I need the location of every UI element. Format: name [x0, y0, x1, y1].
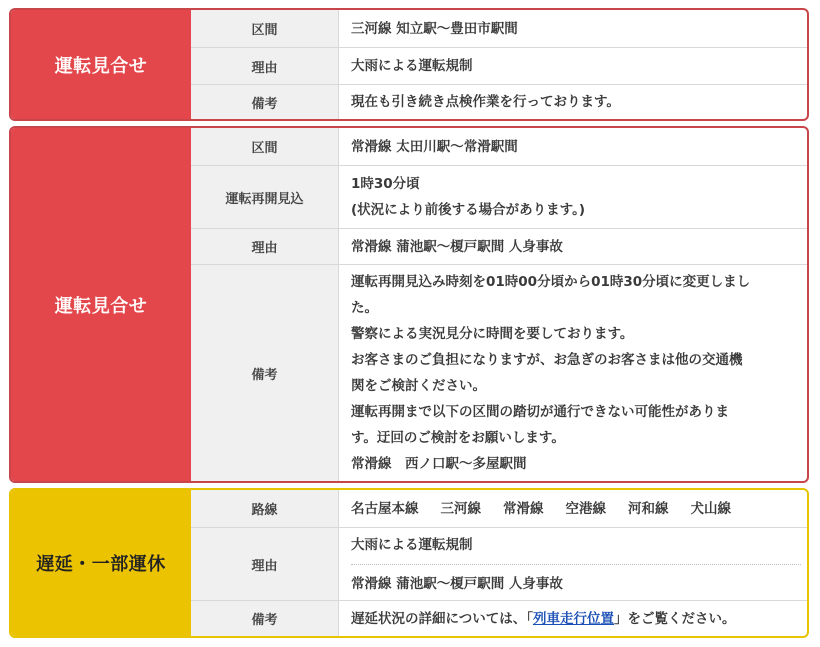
row-section: [191, 128, 807, 165]
value-text: 大雨による運転規制: [351, 58, 473, 74]
value-text: 関をご検討ください。: [351, 378, 486, 394]
notice-rows: [191, 10, 807, 119]
row-label: 路線: [191, 490, 339, 527]
row-value: [339, 490, 809, 527]
row-section: [191, 10, 807, 47]
value-text: お客さまのご負担になりますが、お急ぎのお客さまは他の交通機: [351, 352, 743, 368]
row-label: 理由: [191, 528, 339, 600]
value-text: 運転再開見込み時刻を01時00分頃から01時30分頃に変更しまし: [351, 274, 751, 290]
value-text: 常滑線 太田川駅～常滑駅間: [351, 138, 518, 155]
row-label: 区間: [191, 128, 339, 165]
row-reason: [191, 47, 807, 84]
value-text: 警察による実況見分に時間を要しております。: [351, 326, 634, 342]
row-value: [339, 528, 809, 600]
row-label: 運転再開見込: [191, 166, 339, 228]
row-value: [339, 85, 807, 119]
row-reason: [191, 228, 807, 264]
notice-rows: [191, 490, 809, 636]
row-label: 備考: [191, 601, 339, 636]
row-value: [339, 229, 807, 264]
row-remarks: [191, 600, 809, 636]
value-text: 現在も引き続き点検作業を行っております。: [351, 94, 620, 110]
row-value: [339, 166, 807, 228]
row-value: [339, 601, 809, 636]
route-name: 名古屋本線: [351, 500, 419, 517]
row-value: [339, 10, 807, 47]
value-text: 三河線 知立駅～豊田市駅間: [351, 20, 518, 37]
reason-divider: [351, 564, 801, 565]
row-label: 区間: [191, 10, 339, 47]
remark-prefix: 遅延状況の詳細については、「: [351, 610, 533, 627]
value-text: 常滑線 蒲池駅～榎戸駅間 人身事故: [351, 238, 563, 255]
value-text: 大雨による運転規制: [351, 536, 473, 553]
row-reason: [191, 527, 809, 600]
row-label: 備考: [191, 265, 339, 481]
row-value: [339, 265, 807, 481]
value-text: た。: [351, 300, 378, 316]
value-text: 1時30分頃: [351, 176, 420, 192]
value-text: 常滑線 蒲池駅～榎戸駅間 人身事故: [351, 575, 563, 592]
value-text: 運転再開まで以下の区間の踏切が通行できない可能性がありま: [351, 404, 729, 420]
row-resume-estimate: [191, 165, 807, 228]
route-list: [351, 496, 801, 522]
row-value: [339, 48, 807, 84]
notice-delay: [9, 488, 809, 638]
status-label: 運転見合せ: [11, 10, 191, 119]
row-label: 理由: [191, 229, 339, 264]
row-label: 理由: [191, 48, 339, 84]
value-text: (状況により前後する場合があります。): [351, 202, 586, 218]
route-name: 三河線: [440, 500, 481, 517]
row-remarks: [191, 84, 807, 119]
row-routes: [191, 490, 809, 527]
status-label: 遅延・一部運休: [11, 490, 191, 636]
notice-suspension-mikawa: [9, 8, 809, 121]
route-name: 犬山線: [690, 500, 731, 517]
remark-text: [351, 606, 801, 632]
notice-suspension-tokoname: [9, 126, 809, 483]
train-position-link[interactable]: 列車走行位置: [532, 610, 614, 627]
row-remarks: [191, 264, 807, 481]
status-label: 運転見合せ: [11, 128, 191, 481]
route-name: 常滑線: [503, 500, 544, 517]
remark-suffix: 」をご覧ください。: [613, 610, 736, 627]
route-name: 河和線: [628, 500, 669, 517]
row-value: [339, 128, 807, 165]
value-text: 常滑線 西ノ口駅～多屋駅間: [351, 456, 527, 472]
value-text: す。迂回のご検討をお願いします。: [351, 430, 565, 446]
route-name: 空港線: [565, 500, 606, 517]
row-label: 備考: [191, 85, 339, 119]
notice-rows: [191, 128, 807, 481]
